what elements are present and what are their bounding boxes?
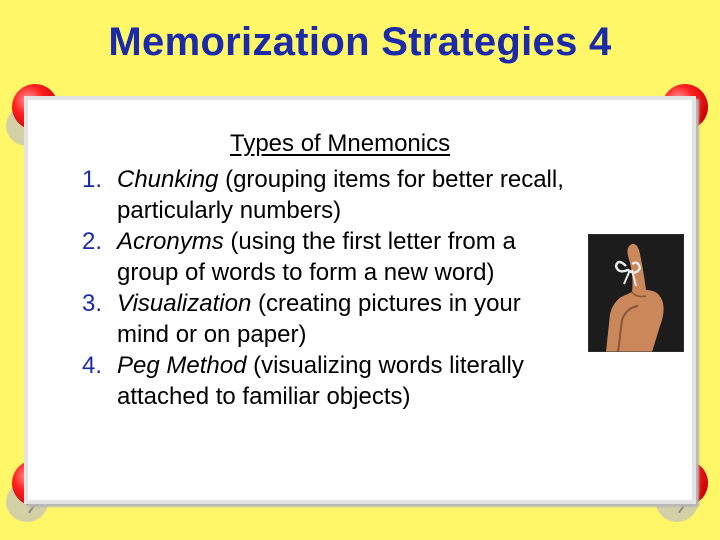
item-continuation: mind or on paper) xyxy=(117,321,307,348)
item-number: 1. xyxy=(81,166,102,193)
item-term: Peg Method xyxy=(117,352,247,379)
item-number: 2. xyxy=(81,228,102,255)
mnemonics-list xyxy=(62,164,642,412)
finger-string-illustration xyxy=(588,234,684,352)
item-description: (visualizing words literally xyxy=(246,352,524,379)
item-continuation: particularly numbers) xyxy=(117,197,342,224)
item-description: (creating pictures in your xyxy=(251,290,521,317)
list-item xyxy=(62,350,642,412)
item-continuation: group of words to form a new word) xyxy=(117,259,495,286)
list-item xyxy=(62,226,642,288)
section-heading: Types of Mnemonics xyxy=(230,130,451,157)
list-item xyxy=(62,164,642,226)
item-description: (using the first letter from a xyxy=(223,228,516,255)
item-number: 3. xyxy=(81,290,102,317)
item-term: Acronyms xyxy=(117,228,224,255)
item-term: Chunking xyxy=(117,166,219,193)
item-description: (grouping items for better recall, xyxy=(218,166,564,193)
list-item xyxy=(62,288,642,350)
item-continuation: attached to familiar objects) xyxy=(117,383,411,410)
item-number: 4. xyxy=(81,352,102,379)
item-term: Visualization xyxy=(117,290,252,317)
finger-string-photo xyxy=(588,234,684,352)
slide-title: Memorization Strategies 4 xyxy=(108,20,612,64)
